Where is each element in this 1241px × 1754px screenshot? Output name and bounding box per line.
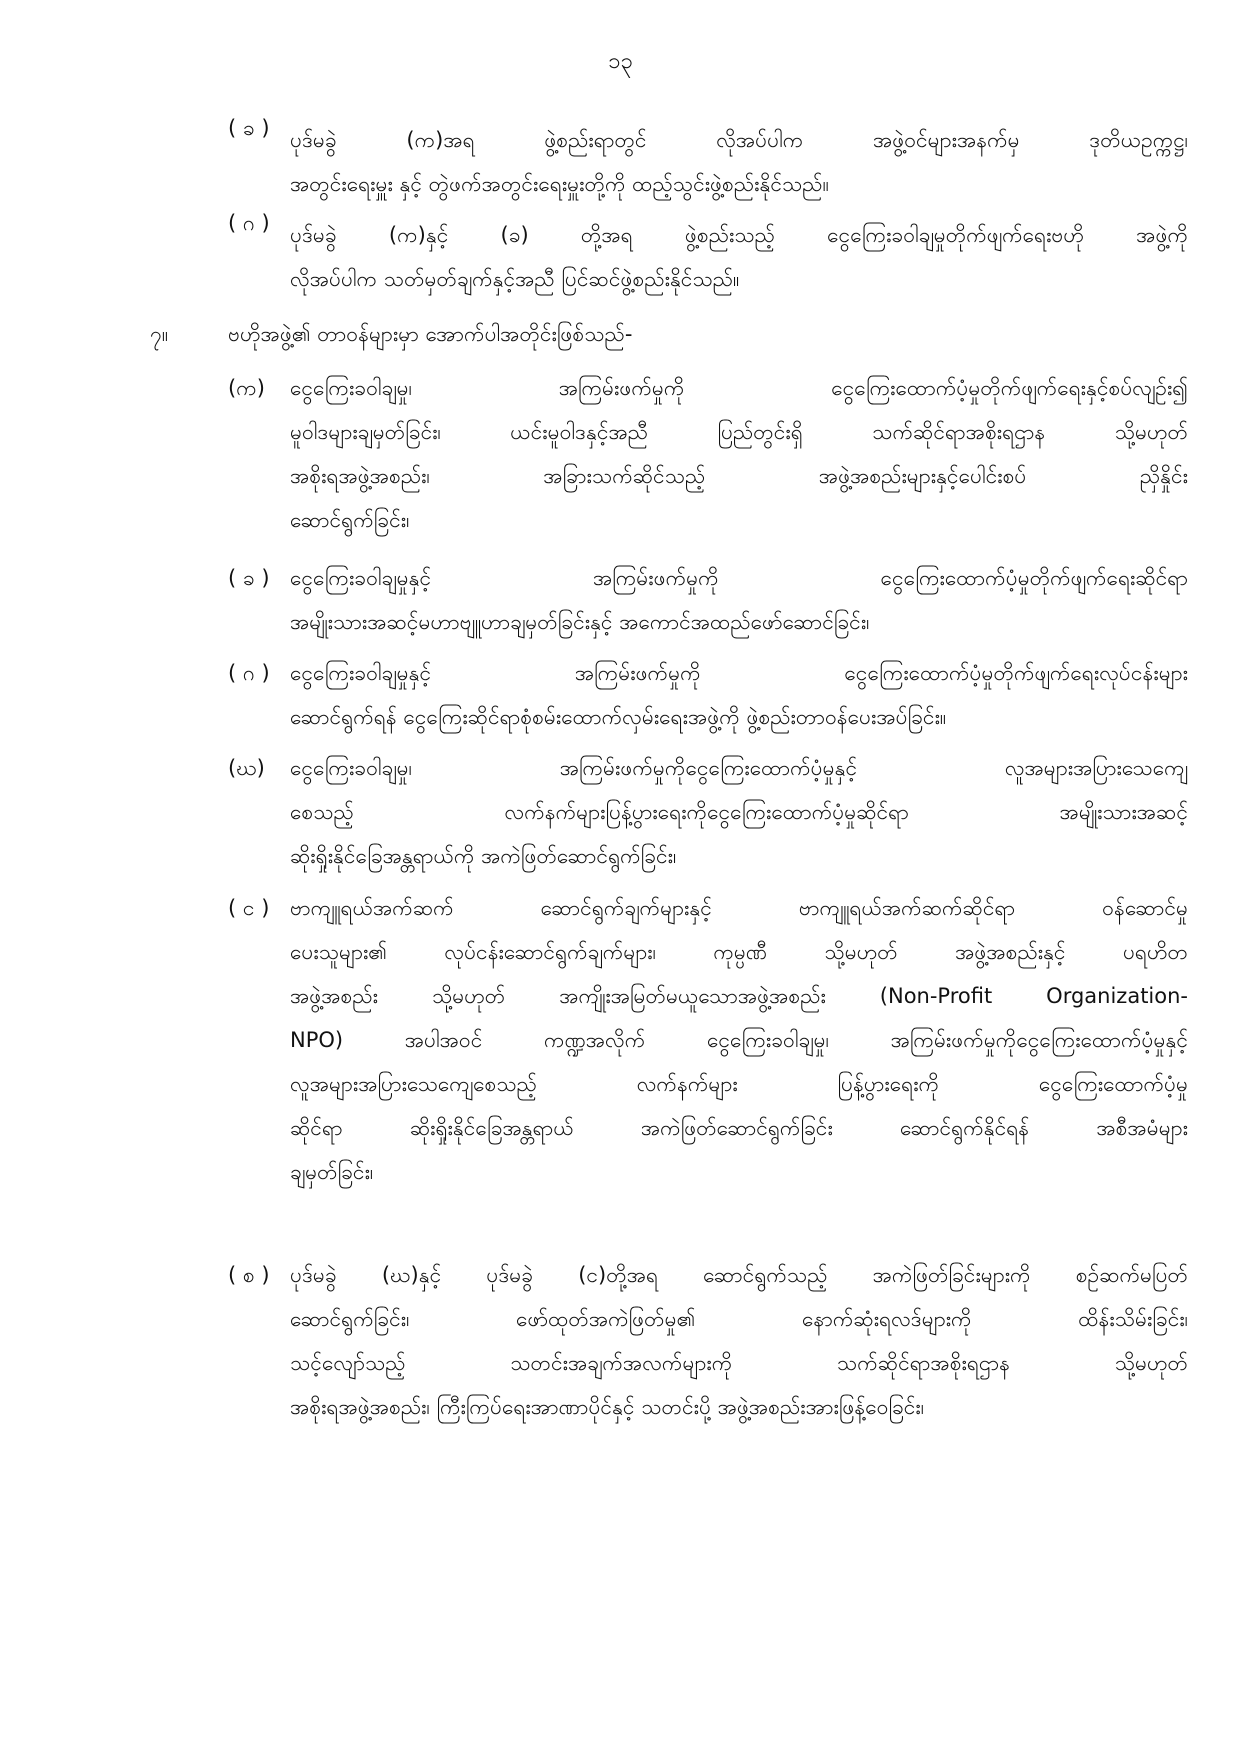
section-item-ka [228, 366, 1188, 546]
item-body [290, 651, 1188, 739]
sub-item-kha [228, 118, 1188, 208]
section-item-sa [228, 1253, 1188, 1433]
item-body [290, 1253, 1188, 1429]
item-line: မူဝါဒများချမှတ်ခြင်း၊ ယင်းမူဝါဒနှင့်အညီ ပြည်တွင်းရှိ သက်ဆိုင်ရာအစိုးရဌာန သို့မဟုတ် [290, 420, 1188, 444]
item-line: ငွေကြေးခဝါချမှု၊ အကြမ်းဖက်မှုကိုငွေကြေးထောက်ပံ့မှုနှင့် လူအများအပြားသေကျေ [290, 756, 1188, 780]
section-item-gha [228, 746, 1188, 881]
item-line: ဆောင်ရွက်ရန် ငွေကြေးဆိုင်ရာစုံစမ်းထောက်လှမ်းရေးအဖွဲ့ကို ဖွဲ့စည်းတာဝန်ပေးအပ်ခြင်း။ [290, 705, 947, 729]
item-line: သင့်လျော်သည့် သတင်းအချက်အလက်များကို သက်ဆိုင်ရာအစိုးရဌာန သို့မဟုတ် [290, 1351, 1188, 1375]
item-line: အမျိုးသားအဆင့်မဟာဗျူဟာချမှတ်ခြင်းနှင့် အကောင်အထည်ဖော်ဆောင်ခြင်း၊ [290, 610, 870, 634]
item-marker: ( ဂ ) [228, 661, 270, 685]
item-body [290, 746, 1188, 878]
item-marker: (က) [228, 376, 265, 400]
item-line: ဆိုးရှိုးနိုင်ခြေအန္တရာယ်ကို အကဲဖြတ်ဆောင်ရွက်ခြင်း၊ [290, 844, 677, 868]
item-marker: ( င ) [228, 896, 270, 920]
section-heading-text: ဗဟိုအဖွဲ့၏ တာဝန်များမှာ အောက်ပါအတိုင်းဖြစ်သည်- [228, 322, 633, 346]
item-line: စေသည့် လက်နက်များပြန့်ပွားရေးကိုငွေကြေးထောက်ပံ့မှုဆိုင်ရာ အမျိုးသားအဆင့် [290, 800, 1188, 824]
item-body [290, 556, 1188, 644]
item-line: ဗာကျူရယ်အက်ဆက် ဆောင်ရွက်ချက်များနှင့် ဗာကျူရယ်အက်ဆက်ဆိုင်ရာ ဝန်ဆောင်မှု [290, 896, 1188, 920]
item-line: ဆောင်ရွက်ခြင်း၊ ဖော်ထုတ်အကဲဖြတ်မှု၏ နောက်ဆုံးရလဒ်များကို ထိန်းသိမ်းခြင်း၊ [290, 1307, 1188, 1331]
item-line: NPO) အပါအဝင် ကဏ္ဍအလိုက် ငွေကြေးခဝါချမှု၊ အကြမ်းဖက်မှုကိုငွေကြေးထောက်ပံ့မှုနှင့် [290, 1028, 1188, 1052]
item-line: အတွင်းရေးမှူး နှင့် တွဲဖက်အတွင်းရေးမှူးတို့ကို ထည့်သွင်းဖွဲ့စည်းနိုင်သည်။ [290, 172, 829, 196]
item-line: ဆောင်ရွက်ခြင်း၊ [290, 508, 410, 532]
section-heading [150, 312, 1190, 356]
sub-item-ga [228, 213, 1188, 303]
section-number: ၇။ [150, 322, 169, 346]
item-marker: ( စ ) [228, 1263, 270, 1287]
item-body [290, 366, 1188, 542]
item-line: ပုဒ်မခွဲ (ဃ)နှင့် ပုဒ်မခွဲ (င)တို့အရ ဆောင်ရွက်သည့် အကဲဖြတ်ခြင်းများကို စဉ်ဆက်မပြတ် [290, 1263, 1188, 1287]
item-body [290, 213, 1188, 301]
item-line: ငွေကြေးခဝါချမှု၊ အကြမ်းဖက်မှုကို ငွေကြေးထောက်ပံ့မှုတိုက်ဖျက်ရေးနှင့်စပ်လျဉ်း၍ [290, 376, 1188, 400]
item-marker: ( ခ ) [228, 566, 270, 590]
item-line: ပုဒ်မခွဲ (က)နှင့် (ခ) တို့အရ ဖွဲ့စည်းသည့် ငွေကြေးခဝါချမှုတိုက်ဖျက်ရေးဗဟို အဖွဲ့ကို [290, 223, 1188, 247]
item-marker: ( ဂ ) [228, 211, 270, 235]
item-line: လိုအပ်ပါက သတ်မှတ်ချက်နှင့်အညီ ပြင်ဆင်ဖွဲ့စည်းနိုင်သည်။ [290, 267, 740, 291]
item-marker: (ဃ) [228, 756, 265, 780]
item-line: အစိုးရအဖွဲ့အစည်း၊ ကြီးကြပ်ရေးအာဏာပိုင်နှင့် သတင်းပို့ အဖွဲ့အစည်းအားဖြန့်ဝေခြင်း၊ [290, 1395, 925, 1419]
section-item-kha [228, 556, 1188, 646]
item-line: ပေးသူများ၏ လုပ်ငန်းဆောင်ရွက်ချက်များ၊ ကုမ္ပဏီ သို့မဟုတ် အဖွဲ့အစည်းနှင့် ပရဟိတ [290, 940, 1188, 964]
item-body [290, 886, 1188, 1194]
item-body [290, 118, 1188, 206]
item-line: အဖွဲ့အစည်း သို့မဟုတ် အကျိုးအမြတ်မယူသောအဖွဲ့အစည်း (Non-Profit Organization- [290, 984, 1188, 1008]
item-line: လူအများအပြားသေကျေစေသည့် လက်နက်များ ပြန့်ပွားရေးကို ငွေကြေးထောက်ပံ့မှု [290, 1072, 1188, 1096]
item-line: ငွေကြေးခဝါချမှုနှင့် အကြမ်းဖက်မှုကို ငွေကြေးထောက်ပံ့မှုတိုက်ဖျက်ရေးဆိုင်ရာ [290, 566, 1188, 590]
page-number: ၁၃ [608, 49, 633, 74]
item-line: အစိုးရအဖွဲ့အစည်း၊ အခြားသက်ဆိုင်သည့် အဖွဲ့အစည်းများနှင့်ပေါင်းစပ် ညှိနှိုင်း [290, 464, 1188, 488]
item-marker: ( ခ ) [228, 116, 270, 140]
item-line: ပုဒ်မခွဲ (က)အရ ဖွဲ့စည်းရာတွင် လိုအပ်ပါက အဖွဲ့ဝင်များအနက်မှ ဒုတိယဥက္ကဋ္ဌ၊ [290, 128, 1188, 152]
section-item-nga [228, 886, 1188, 1196]
item-line: ချမှတ်ခြင်း၊ [290, 1160, 374, 1184]
item-line: ငွေကြေးခဝါချမှုနှင့် အကြမ်းဖက်မှုကို ငွေကြေးထောက်ပံ့မှုတိုက်ဖျက်ရေးလုပ်ငန်းများ [290, 661, 1188, 685]
item-line: ဆိုင်ရာ ဆိုးရှိုးနိုင်ခြေအန္တရာယ် အကဲဖြတ်ဆောင်ရွက်ခြင်း ဆောင်ရွက်နိုင်ရန် အစီအမံများ [290, 1116, 1188, 1140]
section-item-ga [228, 651, 1188, 741]
